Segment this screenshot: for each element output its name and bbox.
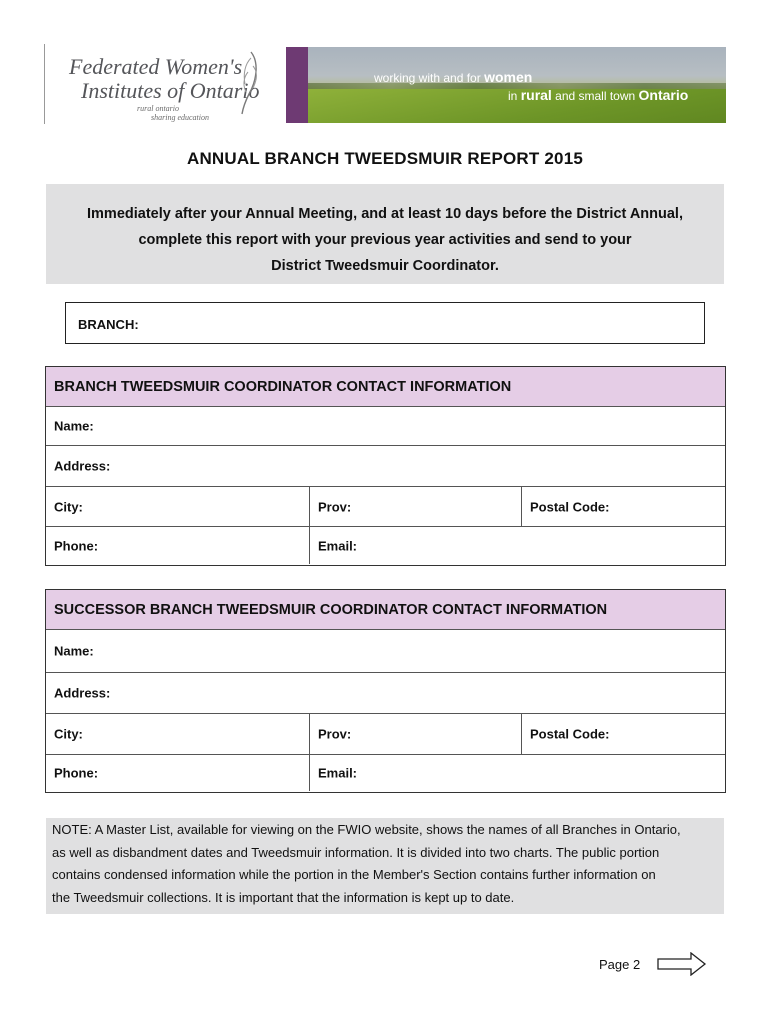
successor-address-row <box>46 673 725 714</box>
successor-phone-field[interactable] <box>46 755 310 791</box>
logo-line-2: Institutes of Ontario <box>81 78 260 103</box>
note-line-2: as well as disbandment dates and Tweedsmuir information. It is divided into two charts. The public portion <box>52 844 660 860</box>
successor-name-row <box>46 630 725 673</box>
logo-line-1: Federated Women's <box>69 54 243 79</box>
banner-stripe <box>286 47 308 123</box>
banner-text-2a: in <box>508 89 518 103</box>
coordinator-city-field[interactable] <box>46 487 310 526</box>
coordinator-section-heading: BRANCH TWEEDSMUIR COORDINATOR CONTACT INFORMATION <box>46 367 725 407</box>
instructions-line-3: District Tweedsmuir Coordinator. <box>271 258 499 274</box>
postal-label: Postal Code: <box>530 726 610 742</box>
page-header <box>44 44 726 124</box>
branch-label: BRANCH: <box>78 317 139 332</box>
name-label: Name: <box>54 643 94 659</box>
successor-phone-row <box>46 755 725 791</box>
logo-tagline-2: sharing education <box>151 113 209 122</box>
arrow-right-icon[interactable] <box>657 952 707 976</box>
postal-label: Postal Code: <box>530 499 610 514</box>
logo-tagline <box>137 104 209 122</box>
branch-field[interactable] <box>65 302 705 344</box>
email-label: Email: <box>318 538 358 553</box>
address-label: Address: <box>54 685 111 701</box>
coordinator-phone-field[interactable] <box>46 527 310 564</box>
successor-section-heading: SUCCESSOR BRANCH TWEEDSMUIR COORDINATOR CONTACT INFORMATION <box>46 590 725 630</box>
successor-contact-section <box>45 589 726 793</box>
phone-label: Phone: <box>54 765 99 781</box>
successor-city-row <box>46 714 725 755</box>
instructions-line-2: complete this report with your previous year activities and send to your <box>138 232 632 248</box>
instructions-line-1: Immediately after your Annual Meeting, and at least 10 days before the District Annual, <box>87 206 683 222</box>
successor-postal-field[interactable] <box>522 714 725 754</box>
banner-text-2c: and small town <box>555 89 636 103</box>
coordinator-contact-section <box>45 366 726 566</box>
coordinator-address-field[interactable] <box>46 446 725 486</box>
email-label: Email: <box>318 765 358 781</box>
note-line-4: the Tweedsmuir collections. It is important that the information is kept up to date. <box>52 889 515 905</box>
successor-address-field[interactable] <box>46 673 725 713</box>
successor-city-field[interactable] <box>46 714 310 754</box>
coordinator-prov-field[interactable] <box>310 487 522 526</box>
note-line-3: contains condensed information while the portion in the Member's Section contains further information on <box>52 867 656 882</box>
prov-label: Prov: <box>318 726 352 742</box>
page-title: ANNUAL BRANCH TWEEDSMUIR REPORT 2015 <box>186 149 584 168</box>
logo-tagline-1: rural ontario <box>137 104 180 113</box>
banner-text-1a: working with and for <box>374 71 481 85</box>
page-number: Page 2 <box>599 957 641 972</box>
banner-text-2b: rural <box>520 87 552 103</box>
banner-text-line-1 <box>374 69 532 85</box>
instructions-box <box>46 184 724 284</box>
banner-text-line-2 <box>508 87 688 103</box>
city-label: City: <box>54 726 83 742</box>
name-label: Name: <box>54 418 94 434</box>
coordinator-phone-row <box>46 527 725 564</box>
note-line-1: NOTE: A Master List, available for viewing on the FWIO website, shows the names of all Branches in Ontario, <box>52 822 681 837</box>
coordinator-city-row <box>46 487 725 527</box>
feather-icon <box>233 50 263 116</box>
successor-name-field[interactable] <box>46 630 725 672</box>
prov-label: Prov: <box>318 499 352 514</box>
banner-text-2d: Ontario <box>638 87 689 103</box>
coordinator-address-row <box>46 446 725 487</box>
coordinator-name-row <box>46 407 725 446</box>
address-label: Address: <box>54 458 111 474</box>
coordinator-name-field[interactable] <box>46 407 725 445</box>
successor-prov-field[interactable] <box>310 714 522 754</box>
city-label: City: <box>54 499 83 514</box>
fwio-logo <box>44 44 281 124</box>
rural-ontario-banner <box>286 47 726 123</box>
banner-text-1b: women <box>484 69 533 85</box>
phone-label: Phone: <box>54 538 99 553</box>
coordinator-postal-field[interactable] <box>522 487 725 526</box>
master-list-note <box>46 818 724 914</box>
coordinator-email-field[interactable] <box>310 527 725 564</box>
successor-email-field[interactable] <box>310 755 725 791</box>
